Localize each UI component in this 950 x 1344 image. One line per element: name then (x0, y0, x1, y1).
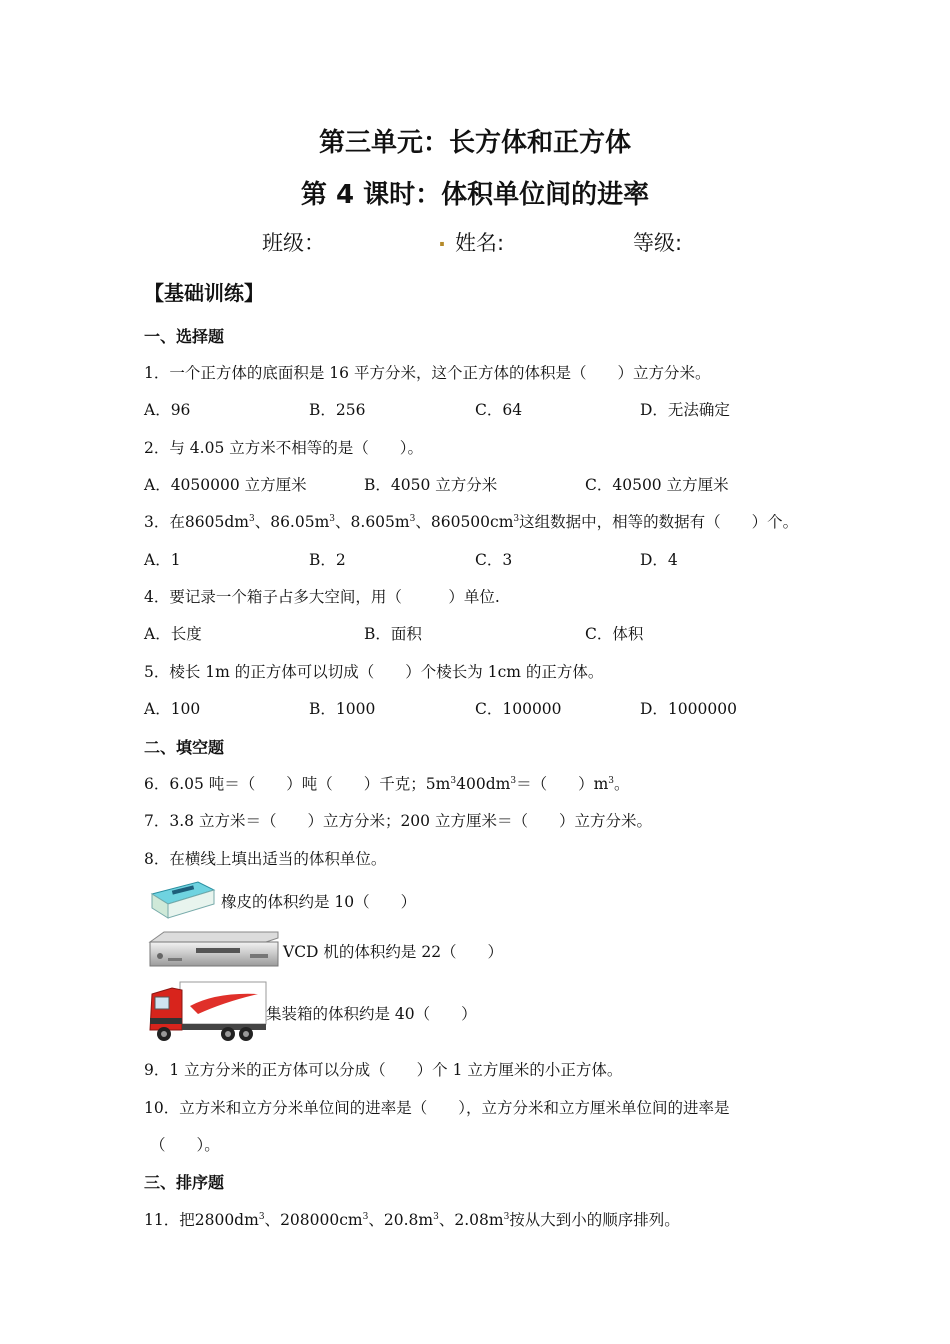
page-title: 第三单元：长方体和正方体 (318, 128, 631, 158)
q3-value-3: 8.605m (350, 513, 410, 531)
q3-value-2: 86.05m (270, 513, 330, 531)
q5-option-b: B．1000 (309, 700, 376, 718)
question-7: 7．3.8 立方米＝（ ）立方分米；200 立方厘米＝（ ）立方分米。 (144, 812, 652, 830)
q4-option-b: B．面积 (364, 625, 422, 643)
q6-sup-3: 3 (608, 775, 614, 786)
q11-value-4: 2.08m (454, 1211, 504, 1229)
q3-prefix: 3．在 (144, 513, 185, 531)
question-3 (144, 510, 798, 532)
q3-sup-1: 3 (248, 513, 255, 524)
q3-sep-1: 、 (254, 513, 271, 531)
q3-option-c: C．3 (475, 551, 513, 569)
q1-option-d: D．无法确定 (640, 401, 730, 419)
q3-option-a: A．1 (144, 551, 181, 569)
q3-value-1: 8605dm (184, 513, 249, 531)
question-10-line2: （ ）。 (150, 1136, 220, 1154)
name-label: 姓名: (455, 231, 505, 255)
truck-icon (146, 980, 270, 1044)
q6-part-b: 400dm (456, 775, 511, 793)
question-9: 9．1 立方分米的正方体可以分成（ ）个 1 立方厘米的小正方体。 (144, 1061, 623, 1079)
q11-value-1: 2800dm (194, 1211, 259, 1229)
class-label: 班级： (262, 231, 325, 255)
question-11 (144, 1208, 680, 1230)
q3-suffix: 这组数据中，相等的数据有（ ）个。 (519, 513, 799, 531)
q11-sup-1: 3 (258, 1211, 265, 1222)
question-6 (144, 772, 630, 794)
q11-sup-2: 3 (362, 1211, 369, 1222)
q5-option-a: A．100 (144, 700, 201, 718)
q11-sep-2: 、 (368, 1211, 384, 1229)
question-4: 4．要记录一个箱子占多大空间，用（ ）单位. (144, 588, 500, 606)
q3-sup-4: 3 (513, 513, 520, 524)
q11-value-3: 20.8m (383, 1211, 434, 1229)
q11-prefix: 11．把 (144, 1211, 195, 1229)
eraser-icon (146, 878, 218, 922)
q11-sup-3: 3 (433, 1211, 439, 1222)
q4-option-a: A．长度 (144, 625, 202, 643)
q6-part-c: ＝（ ）m (516, 775, 609, 793)
q11-sup-4: 3 (503, 1211, 510, 1222)
item-container-text: 集装箱的体积约是 40（ ） (266, 1005, 477, 1023)
q4-option-c: C．体积 (585, 625, 644, 643)
item-eraser-text: 橡皮的体积约是 10（ ） (221, 893, 417, 911)
question-5: 5．棱长 1m 的正方体可以切成（ ）个棱长为 1cm 的正方体。 (144, 663, 604, 681)
question-8: 8．在横线上填出适当的体积单位。 (144, 850, 387, 868)
q6-sup-1: 3 (450, 775, 457, 786)
q3-option-b: B．2 (309, 551, 346, 569)
q3-value-4: 860500cm (430, 513, 514, 531)
q6-part-a: 6．6.05 吨＝（ ）吨（ ）千克；5m (144, 775, 451, 793)
q11-value-2: 208000cm (280, 1211, 363, 1229)
q11-sep-3: 、 (438, 1211, 455, 1229)
q3-sup-3: 3 (409, 513, 416, 524)
part3-heading: 三、排序题 (144, 1173, 225, 1192)
section-basic-training: 【基础训练】 (144, 281, 264, 305)
q2-option-c: C．40500 立方厘米 (585, 476, 729, 494)
q6-part-d: 。 (614, 775, 630, 793)
q11-suffix: 按从大到小的顺序排列。 (509, 1211, 680, 1229)
q11-sep-1: 、 (264, 1211, 281, 1229)
q3-sep-3: 、 (415, 513, 431, 531)
question-1: 1．一个正方体的底面积是 16 平方分米，这个正方体的体积是（ ）立方分米。 (144, 364, 711, 382)
question-2: 2．与 4.05 立方米不相等的是（ ）。 (144, 439, 423, 457)
part2-heading: 二、填空题 (144, 738, 225, 757)
q3-option-d: D．4 (640, 551, 678, 569)
page-subtitle: 第 4 课时：体积单位间的进率 (300, 180, 650, 210)
vcd-player-icon (146, 930, 282, 970)
q5-option-d: D．1000000 (640, 700, 737, 718)
question-10-line1: 10．立方米和立方分米单位间的进率是（ ），立方分米和立方厘米单位间的进率是 (144, 1099, 730, 1117)
q1-option-c: C．64 (475, 401, 523, 419)
q1-option-b: B．256 (309, 401, 366, 419)
q6-sup-2: 3 (510, 775, 517, 786)
q2-option-b: B．4050 立方分米 (364, 476, 498, 494)
separator-dot: . (438, 227, 446, 251)
item-vcd-text: VCD 机的体积约是 22（ ） (283, 943, 504, 961)
grade-label: 等级: (633, 231, 683, 255)
q5-option-c: C．100000 (475, 700, 562, 718)
q1-option-a: A．96 (144, 401, 191, 419)
q2-option-a: A．4050000 立方厘米 (144, 476, 307, 494)
q3-sup-2: 3 (329, 513, 336, 524)
q3-sep-2: 、 (335, 513, 351, 531)
part1-heading: 一、选择题 (144, 327, 225, 346)
